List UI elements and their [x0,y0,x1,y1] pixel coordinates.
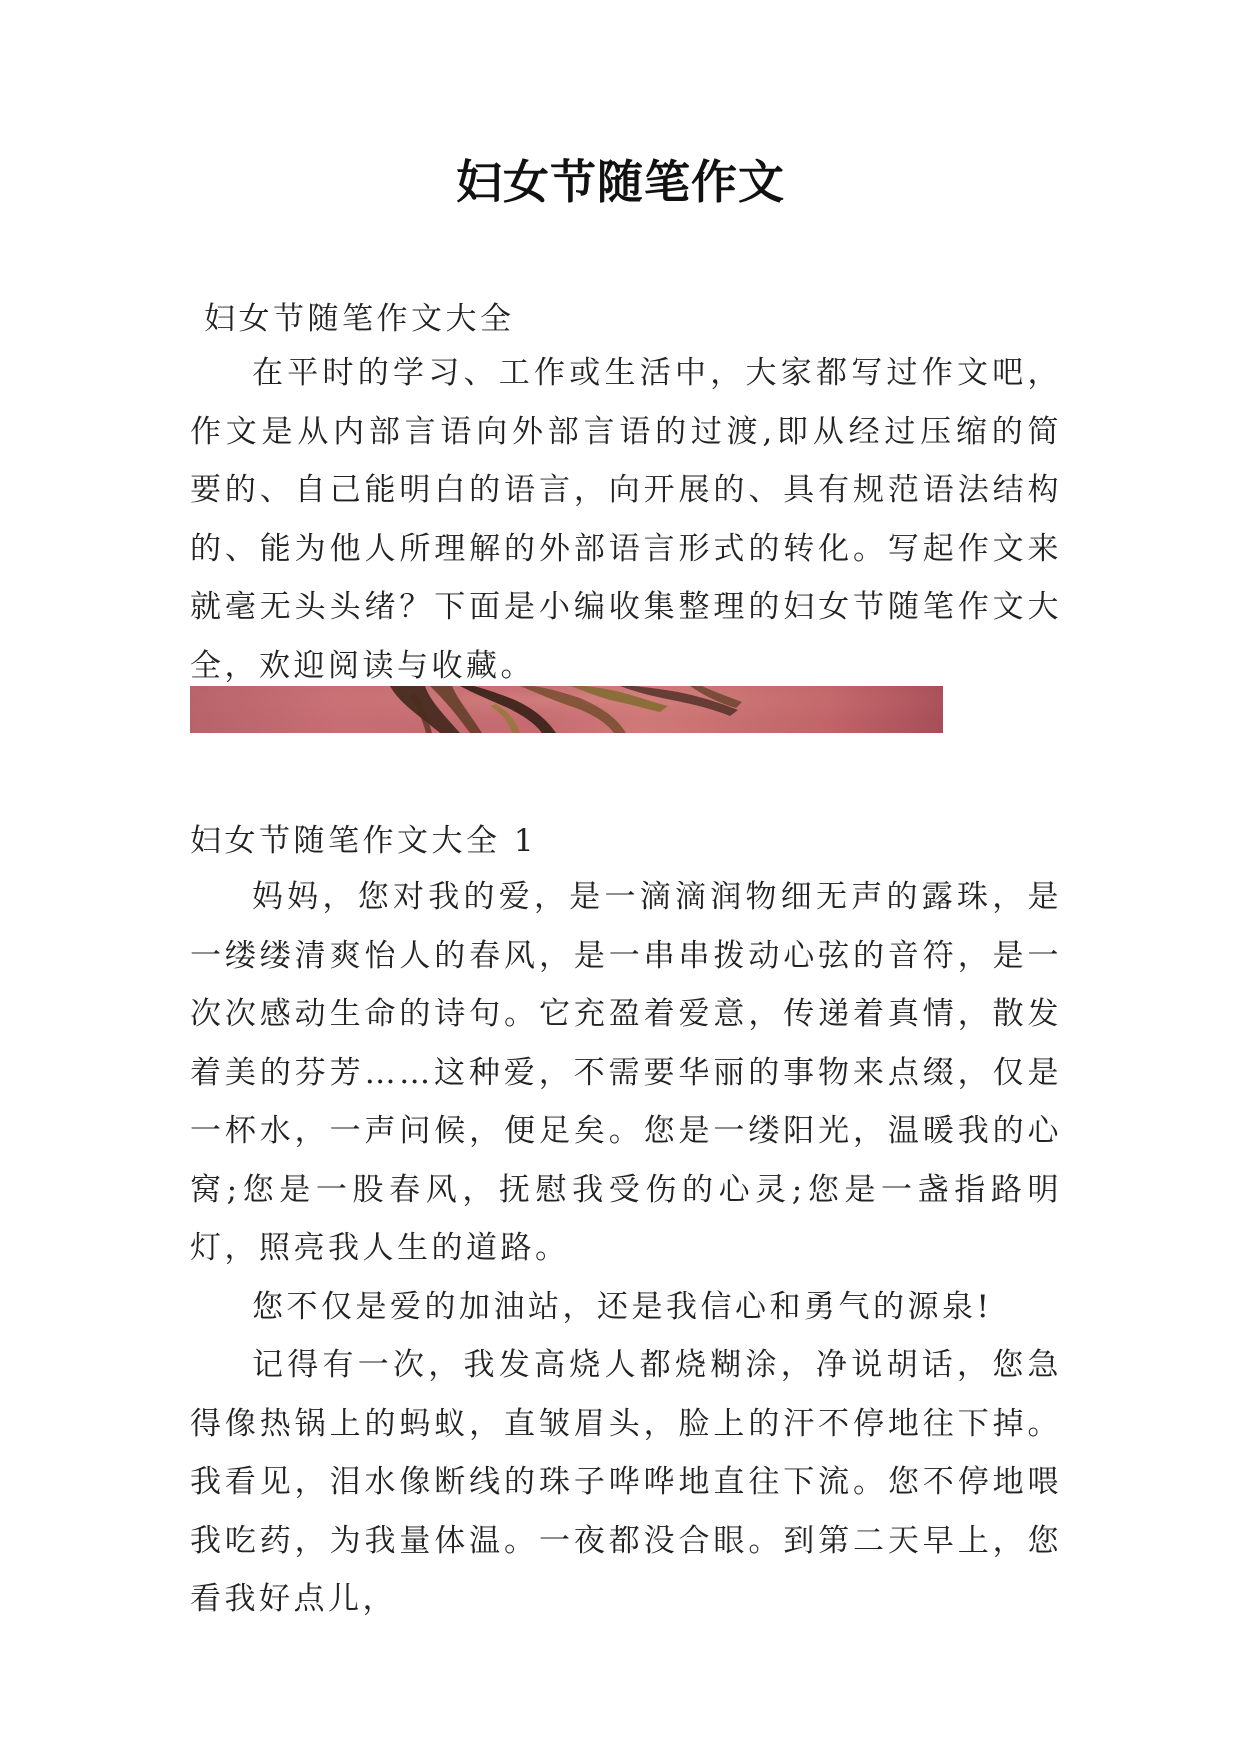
body-paragraph: 记得有一次，我发高烧人都烧糊涂，净说胡话，您急得像热锅上的蚂蚁，直皱眉头，脸上的汗不停地往下掉。我看见，泪水像断线的珠子哗哗地直往下流。您不停地喂我吃药，为我量体温。一夜都没合眼。到第二天早上，您看我好点儿， [190,1347,1062,1617]
body-paragraph: 妈妈，您对我的爱，是一滴滴润物细无声的露珠，是一缕缕清爽怡人的春风，是一串串拨动心弦的音符，是一次次感动生命的诗句。它充盈着爱意，传递着真情，散发着美的芬芳……这种爱，不需要华丽的事物来点缀，仅是一杯水，一声问候，便足矣。您是一缕阳光，温暖我的心窝;您是一股春风，抚慰我受伤的心灵;您是一盏指路明灯，照亮我人生的道路。 [190,879,1062,1266]
section-heading: 妇女节随笔作文大全 1 [190,823,538,859]
article-photo [190,686,943,733]
photo-flowers-image [190,686,943,733]
document-subtitle: 妇女节随笔作文大全 [204,301,515,337]
section-body [190,868,1062,1629]
body-paragraph: 您不仅是爱的加油站，还是我信心和勇气的源泉! [252,1288,993,1325]
intro-paragraph: 在平时的学习、工作或生活中，大家都写过作文吧，作文是从内部言语向外部言语的过渡,即从经过压缩的简要的、自己能明白的语言，向开展的、具有规范语法结构的、能为他人所理解的外部语言形式的转化。写起作文来就毫无头头绪？下面是小编收集整理的妇女节随笔作文大全，欢迎阅读与收藏。 [190,355,1062,684]
document-title: 妇女节随笔作文 [456,155,785,209]
intro-block [190,344,1062,695]
